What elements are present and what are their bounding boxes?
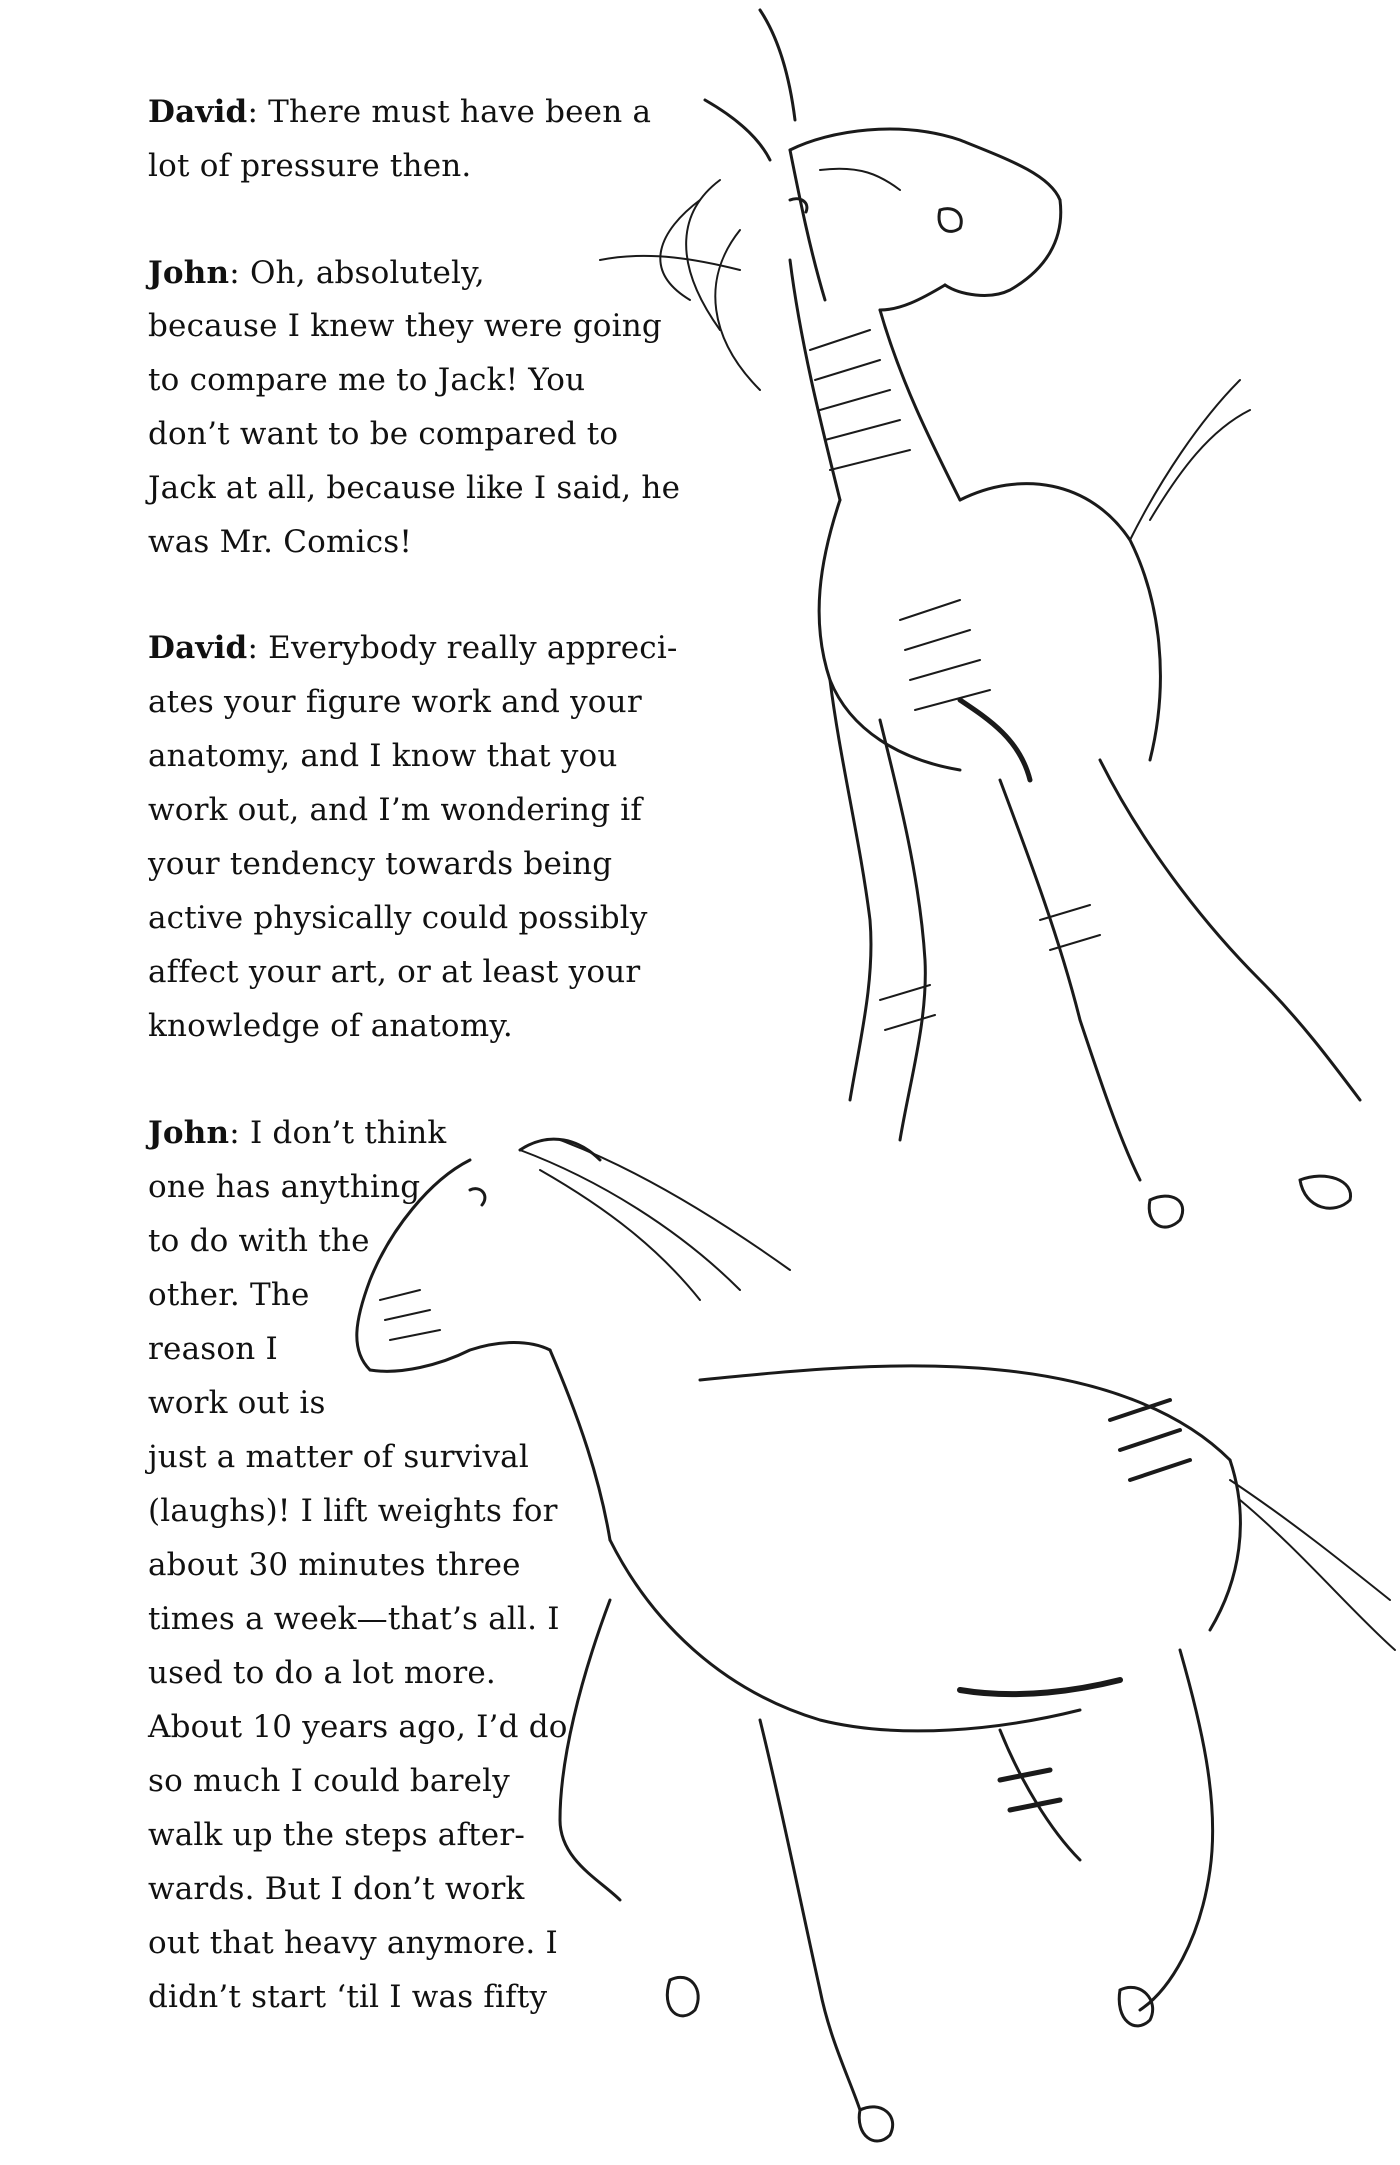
text-line: out that heavy anymore. I xyxy=(148,1925,558,1961)
speaker-name: John xyxy=(148,255,230,291)
text-line: your tendency towards being xyxy=(148,846,613,882)
text-line: active physically could possibly xyxy=(148,900,648,936)
text-line: because I knew they were going xyxy=(148,308,662,344)
text-line: anatomy, and I know that you xyxy=(148,738,618,774)
text-line: reason I xyxy=(148,1331,278,1367)
text-line: John: Oh, absolutely, xyxy=(148,255,485,291)
text-line: lot of pressure then. xyxy=(148,148,472,184)
text-line: was Mr. Comics! xyxy=(148,524,413,560)
text-line: Jack at all, because like I said, he xyxy=(148,470,681,506)
text-line: one has anything xyxy=(148,1169,421,1205)
text-line: to compare me to Jack! You xyxy=(148,362,586,398)
text-line: ates your figure work and your xyxy=(148,684,642,720)
galloping-horse-mane xyxy=(520,1140,790,1300)
speaker-name: David xyxy=(148,630,248,666)
text-line: John: I don’t think xyxy=(148,1115,447,1151)
galloping-horse-body xyxy=(550,1350,1395,1731)
text-line: other. The xyxy=(148,1277,310,1313)
speaker-name: John xyxy=(148,1115,230,1151)
text-line: times a week—that’s all. I xyxy=(148,1601,560,1637)
text-line: used to do a lot more. xyxy=(148,1655,496,1691)
text-line: just a matter of survival xyxy=(148,1439,529,1475)
text-line: work out, and I’m wondering if xyxy=(148,792,643,828)
text-line: David: There must have been a xyxy=(148,94,652,130)
text-line: didn’t start ‘til I was fifty xyxy=(148,1979,548,2015)
text-line: walk up the steps after- xyxy=(148,1817,526,1853)
text-line: affect your art, or at least your xyxy=(148,954,641,990)
text-line: knowledge of anatomy. xyxy=(148,1008,513,1044)
text-line: (laughs)! I lift weights for xyxy=(148,1493,558,1529)
text-line: about 30 minutes three xyxy=(148,1547,521,1583)
text-line: work out is xyxy=(148,1385,326,1421)
text-line: don’t want to be compared to xyxy=(148,416,619,452)
text-line: to do with the xyxy=(148,1223,370,1259)
text-line: wards. But I don’t work xyxy=(148,1871,525,1907)
text-line: About 10 years ago, I’d do xyxy=(148,1709,568,1745)
speaker-name: David xyxy=(148,94,248,130)
text-line: so much I could barely xyxy=(148,1763,510,1799)
text-line: David: Everybody really appreci- xyxy=(148,630,678,666)
